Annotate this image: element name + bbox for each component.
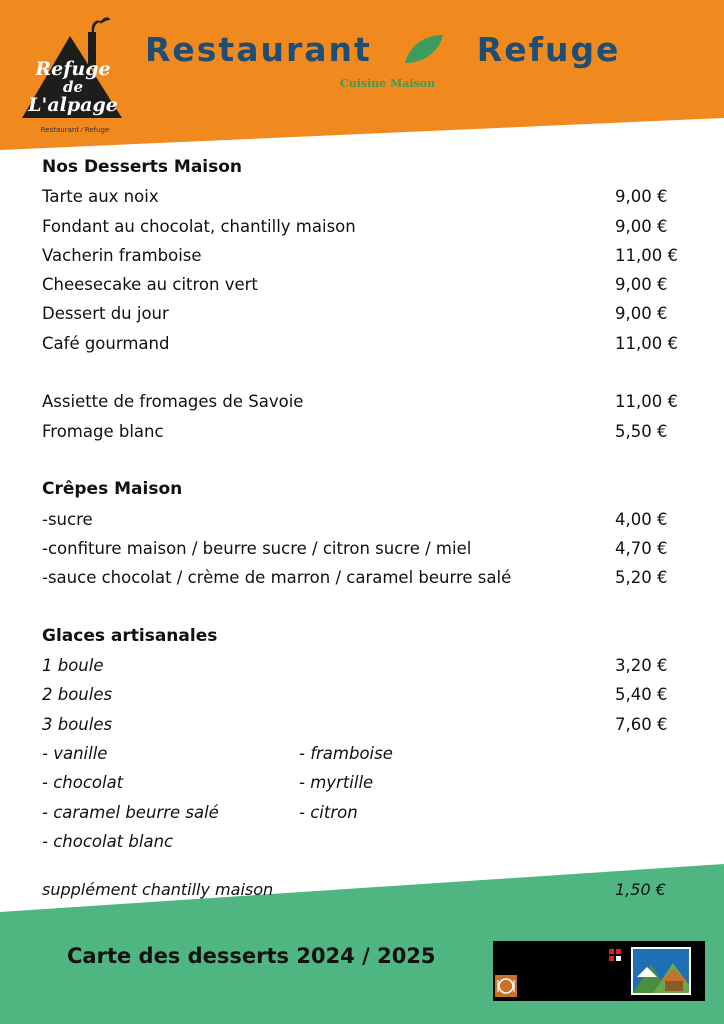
item-price: 9,00 € bbox=[615, 187, 668, 207]
item-price: 11,00 € bbox=[615, 245, 678, 265]
item-price: 3,20 € bbox=[615, 656, 668, 676]
menu-item bbox=[42, 417, 682, 446]
item-name: -sauce chocolat / crème de marron / caramel beurre salé bbox=[42, 568, 512, 588]
item-name: Café gourmand bbox=[42, 333, 170, 353]
restaurant-subtitle: Cuisine Maison bbox=[340, 77, 436, 90]
logo-tagline: Restaurant ⁄ Refuge bbox=[40, 126, 110, 134]
section-heading-crepes: Crêpes Maison bbox=[42, 479, 183, 500]
item-price: 4,00 € bbox=[615, 509, 668, 529]
flavor-right: - citron bbox=[299, 802, 358, 822]
title-left: Restaurant bbox=[145, 30, 372, 69]
supplement-price: 1,50 € bbox=[615, 880, 666, 899]
menu-item bbox=[42, 680, 682, 709]
item-price: 5,40 € bbox=[615, 685, 668, 705]
menu-item bbox=[42, 387, 682, 416]
menu-item bbox=[42, 212, 682, 241]
item-name: Assiette de fromages de Savoie bbox=[42, 392, 304, 412]
menu-item bbox=[42, 710, 682, 739]
menu-item bbox=[42, 182, 682, 211]
supplement-row bbox=[42, 880, 682, 899]
flavor-row bbox=[42, 739, 682, 768]
item-name: Fondant au chocolat, chantilly maison bbox=[42, 216, 356, 236]
menu-item bbox=[42, 329, 682, 358]
menu-item bbox=[42, 651, 682, 680]
item-price: 9,00 € bbox=[615, 216, 668, 236]
menu-item bbox=[42, 563, 682, 592]
restaurant-title bbox=[145, 30, 620, 69]
item-price: 5,20 € bbox=[615, 568, 668, 588]
flavor-row bbox=[42, 798, 682, 827]
menu-content bbox=[42, 153, 682, 856]
item-name: Dessert du jour bbox=[42, 304, 169, 324]
item-name: Tarte aux noix bbox=[42, 187, 159, 207]
flavor-row bbox=[42, 827, 682, 856]
flavor-right: - myrtille bbox=[299, 773, 374, 793]
logo-line-2: de bbox=[62, 78, 84, 96]
flavor-left: - caramel beurre salé bbox=[42, 802, 219, 822]
item-price: 4,70 € bbox=[615, 538, 668, 558]
leaf-icon bbox=[403, 33, 445, 65]
title-right: Refuge bbox=[476, 30, 621, 69]
plate-icon bbox=[495, 975, 517, 997]
item-price: 9,00 € bbox=[615, 304, 668, 324]
item-name: -confiture maison / beurre sucre / citron sucre / miel bbox=[42, 538, 472, 558]
item-name: Cheesecake au citron vert bbox=[42, 275, 258, 295]
item-price: 9,00 € bbox=[615, 275, 668, 295]
menu-item bbox=[42, 270, 682, 299]
mountain-chalet-icon bbox=[631, 947, 691, 995]
menu-item bbox=[42, 505, 682, 534]
flavor-left: - vanille bbox=[42, 743, 108, 763]
footer-title: Carte des desserts 2024 / 2025 bbox=[67, 944, 436, 968]
menu-item bbox=[42, 299, 682, 328]
flavor-left: - chocolat blanc bbox=[42, 831, 174, 851]
item-name: 1 boule bbox=[42, 656, 104, 676]
section-heading-desserts: Nos Desserts Maison bbox=[42, 157, 243, 177]
item-name: 2 boules bbox=[42, 685, 113, 705]
menu-item bbox=[42, 241, 682, 270]
footer-badge bbox=[493, 941, 705, 1001]
item-name: Fromage blanc bbox=[42, 421, 164, 441]
item-price: 11,00 € bbox=[615, 392, 678, 412]
item-name: Vacherin framboise bbox=[42, 245, 202, 265]
logo-line-1: Refuge bbox=[35, 58, 111, 80]
flavor-right: - framboise bbox=[299, 743, 393, 763]
item-price: 7,60 € bbox=[615, 714, 668, 734]
item-name: 3 boules bbox=[42, 714, 113, 734]
menu-item bbox=[42, 534, 682, 563]
logo-text bbox=[18, 60, 128, 114]
flavor-left: - chocolat bbox=[42, 773, 124, 793]
item-price: 11,00 € bbox=[615, 333, 678, 353]
flavor-row bbox=[42, 768, 682, 797]
supplement-name: supplément chantilly maison bbox=[42, 880, 274, 899]
logo-line-3: L'alpage bbox=[28, 94, 118, 116]
item-price: 5,50 € bbox=[615, 421, 668, 441]
item-name: -sucre bbox=[42, 509, 93, 529]
section-heading-glaces: Glaces artisanales bbox=[42, 625, 218, 646]
flag-icon bbox=[609, 949, 621, 961]
